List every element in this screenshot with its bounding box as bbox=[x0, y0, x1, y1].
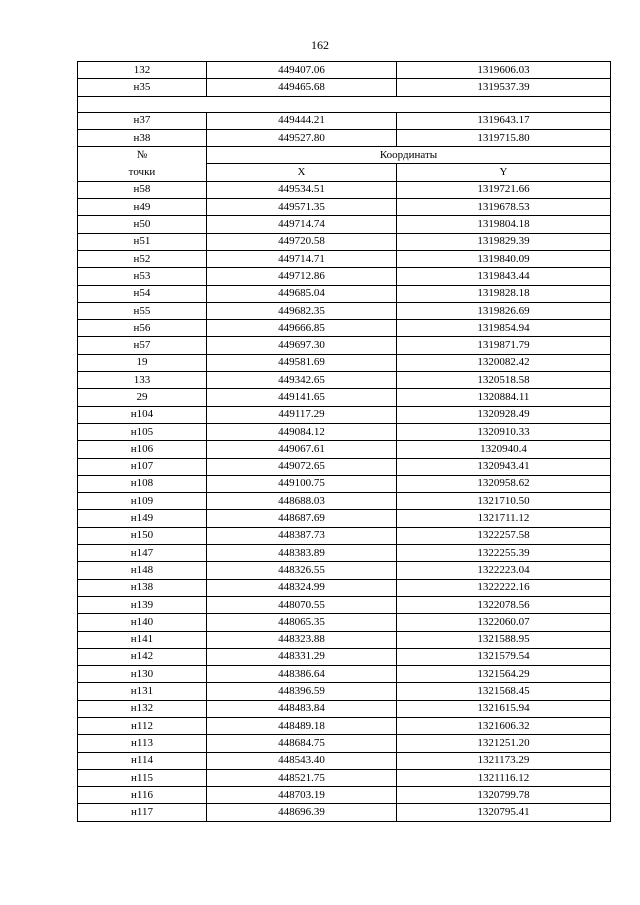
y-cell: 1319840.09 bbox=[397, 250, 611, 267]
table-row bbox=[78, 735, 611, 752]
x-cell: 449067.61 bbox=[207, 441, 397, 458]
table-row bbox=[78, 700, 611, 717]
x-cell: 448543.40 bbox=[207, 752, 397, 769]
table-row bbox=[78, 320, 611, 337]
x-cell: 449714.71 bbox=[207, 250, 397, 267]
table-row bbox=[78, 648, 611, 665]
x-cell: 449697.30 bbox=[207, 337, 397, 354]
point-cell: н116 bbox=[78, 787, 207, 804]
y-cell: 1319828.18 bbox=[397, 285, 611, 302]
point-cell: н58 bbox=[78, 181, 207, 198]
point-number-header: № bbox=[78, 147, 207, 164]
point-cell: н106 bbox=[78, 441, 207, 458]
x-cell: 448383.89 bbox=[207, 545, 397, 562]
x-cell: 448483.84 bbox=[207, 700, 397, 717]
point-cell: н150 bbox=[78, 527, 207, 544]
y-cell: 1320884.11 bbox=[397, 389, 611, 406]
y-cell: 1320958.62 bbox=[397, 475, 611, 492]
table-row bbox=[78, 250, 611, 267]
y-cell: 1321116.12 bbox=[397, 769, 611, 786]
table-row bbox=[78, 112, 611, 129]
point-cell: н130 bbox=[78, 666, 207, 683]
point-cell: н104 bbox=[78, 406, 207, 423]
table-row bbox=[78, 441, 611, 458]
x-cell: 448396.59 bbox=[207, 683, 397, 700]
y-cell: 1322257.58 bbox=[397, 527, 611, 544]
table-row bbox=[78, 199, 611, 216]
point-cell: н37 bbox=[78, 112, 207, 129]
x-cell: 448688.03 bbox=[207, 493, 397, 510]
y-header: Y bbox=[397, 164, 611, 181]
table-row bbox=[78, 458, 611, 475]
y-cell: 1319854.94 bbox=[397, 320, 611, 337]
x-cell: 449100.75 bbox=[207, 475, 397, 492]
point-cell: н52 bbox=[78, 250, 207, 267]
point-cell: н107 bbox=[78, 458, 207, 475]
table-row bbox=[78, 527, 611, 544]
table-row bbox=[78, 285, 611, 302]
x-cell: 448065.35 bbox=[207, 614, 397, 631]
y-cell: 1321564.29 bbox=[397, 666, 611, 683]
y-cell: 1319643.17 bbox=[397, 112, 611, 129]
x-cell: 448324.99 bbox=[207, 579, 397, 596]
point-cell: н117 bbox=[78, 804, 207, 821]
x-cell: 448386.64 bbox=[207, 666, 397, 683]
x-cell: 448696.39 bbox=[207, 804, 397, 821]
table-row bbox=[78, 769, 611, 786]
table-row bbox=[78, 631, 611, 648]
x-cell: 448323.88 bbox=[207, 631, 397, 648]
x-cell: 449527.80 bbox=[207, 129, 397, 146]
table-row bbox=[78, 787, 611, 804]
point-cell: н57 bbox=[78, 337, 207, 354]
x-cell: 448326.55 bbox=[207, 562, 397, 579]
y-cell: 1320795.41 bbox=[397, 804, 611, 821]
y-cell: 1319843.44 bbox=[397, 268, 611, 285]
table-row bbox=[78, 337, 611, 354]
point-cell: н51 bbox=[78, 233, 207, 250]
y-cell: 1320943.41 bbox=[397, 458, 611, 475]
coordinates-table bbox=[77, 61, 611, 822]
table-row bbox=[78, 181, 611, 198]
table-row bbox=[78, 804, 611, 821]
y-cell: 1320082.42 bbox=[397, 354, 611, 371]
point-cell: н140 bbox=[78, 614, 207, 631]
table-row bbox=[78, 216, 611, 233]
blank-cell bbox=[78, 96, 611, 112]
y-cell: 1319678.53 bbox=[397, 199, 611, 216]
point-cell: н113 bbox=[78, 735, 207, 752]
point-cell: 19 bbox=[78, 354, 207, 371]
x-cell: 449581.69 bbox=[207, 354, 397, 371]
table-row bbox=[78, 62, 611, 79]
point-cell: н131 bbox=[78, 683, 207, 700]
table-row bbox=[78, 510, 611, 527]
x-cell: 448703.19 bbox=[207, 787, 397, 804]
point-cell: н112 bbox=[78, 717, 207, 734]
y-cell: 1321710.50 bbox=[397, 493, 611, 510]
y-cell: 1320518.58 bbox=[397, 372, 611, 389]
x-cell: 449444.21 bbox=[207, 112, 397, 129]
y-cell: 1321173.29 bbox=[397, 752, 611, 769]
y-cell: 1321711.12 bbox=[397, 510, 611, 527]
y-cell: 1319829.39 bbox=[397, 233, 611, 250]
y-cell: 1321606.32 bbox=[397, 717, 611, 734]
header-row bbox=[78, 147, 611, 164]
point-cell: н138 bbox=[78, 579, 207, 596]
page-number: 162 bbox=[311, 38, 329, 52]
table-row bbox=[78, 302, 611, 319]
point-cell: н149 bbox=[78, 510, 207, 527]
table-row bbox=[78, 752, 611, 769]
y-cell: 1321588.95 bbox=[397, 631, 611, 648]
table-row bbox=[78, 423, 611, 440]
point-cell: н142 bbox=[78, 648, 207, 665]
x-cell: 449084.12 bbox=[207, 423, 397, 440]
y-cell: 1322078.56 bbox=[397, 596, 611, 613]
y-cell: 1321615.94 bbox=[397, 700, 611, 717]
x-cell: 449117.29 bbox=[207, 406, 397, 423]
point-cell: н53 bbox=[78, 268, 207, 285]
table-row bbox=[78, 717, 611, 734]
table-row bbox=[78, 493, 611, 510]
y-cell: 1320910.33 bbox=[397, 423, 611, 440]
x-cell: 449685.04 bbox=[207, 285, 397, 302]
point-cell: н109 bbox=[78, 493, 207, 510]
table-row bbox=[78, 372, 611, 389]
x-cell: 449534.51 bbox=[207, 181, 397, 198]
table-row bbox=[78, 406, 611, 423]
x-cell: 449407.06 bbox=[207, 62, 397, 79]
point-cell: н55 bbox=[78, 302, 207, 319]
table-row bbox=[78, 79, 611, 96]
point-cell: н115 bbox=[78, 769, 207, 786]
x-cell: 449666.85 bbox=[207, 320, 397, 337]
y-cell: 1319537.39 bbox=[397, 79, 611, 96]
table-row bbox=[78, 545, 611, 562]
y-cell: 1319826.69 bbox=[397, 302, 611, 319]
y-cell: 1321579.54 bbox=[397, 648, 611, 665]
point-cell: н108 bbox=[78, 475, 207, 492]
point-cell: н148 bbox=[78, 562, 207, 579]
point-cell: н105 bbox=[78, 423, 207, 440]
y-cell: 1322255.39 bbox=[397, 545, 611, 562]
x-cell: 448070.55 bbox=[207, 596, 397, 613]
table-row bbox=[78, 666, 611, 683]
point-cell: н147 bbox=[78, 545, 207, 562]
table-row bbox=[78, 268, 611, 285]
x-cell: 448331.29 bbox=[207, 648, 397, 665]
point-cell: н56 bbox=[78, 320, 207, 337]
x-cell: 449465.68 bbox=[207, 79, 397, 96]
x-cell: 449141.65 bbox=[207, 389, 397, 406]
point-cell: н114 bbox=[78, 752, 207, 769]
point-cell: н49 bbox=[78, 199, 207, 216]
table-row bbox=[78, 562, 611, 579]
x-cell: 449714.74 bbox=[207, 216, 397, 233]
y-cell: 1319804.18 bbox=[397, 216, 611, 233]
y-cell: 1319606.03 bbox=[397, 62, 611, 79]
x-cell: 449072.65 bbox=[207, 458, 397, 475]
y-cell: 1322223.04 bbox=[397, 562, 611, 579]
y-cell: 1320940.4 bbox=[397, 441, 611, 458]
point-cell: н35 bbox=[78, 79, 207, 96]
point-cell: н54 bbox=[78, 285, 207, 302]
table-row bbox=[78, 233, 611, 250]
table-row bbox=[78, 129, 611, 146]
x-cell: 448521.75 bbox=[207, 769, 397, 786]
x-cell: 449342.65 bbox=[207, 372, 397, 389]
y-cell: 1319871.79 bbox=[397, 337, 611, 354]
table-row bbox=[78, 596, 611, 613]
x-header: X bbox=[207, 164, 397, 181]
y-cell: 1321568.45 bbox=[397, 683, 611, 700]
y-cell: 1319721.66 bbox=[397, 181, 611, 198]
table-row bbox=[78, 389, 611, 406]
y-cell: 1322060.07 bbox=[397, 614, 611, 631]
point-cell: 133 bbox=[78, 372, 207, 389]
y-cell: 1319715.80 bbox=[397, 129, 611, 146]
point-cell: н132 bbox=[78, 700, 207, 717]
table-row bbox=[78, 354, 611, 371]
y-cell: 1322222.16 bbox=[397, 579, 611, 596]
point-cell: 132 bbox=[78, 62, 207, 79]
x-cell: 449682.35 bbox=[207, 302, 397, 319]
table-row bbox=[78, 475, 611, 492]
y-cell: 1320928.49 bbox=[397, 406, 611, 423]
x-cell: 449571.35 bbox=[207, 199, 397, 216]
table-row bbox=[78, 614, 611, 631]
coordinates-header: Координаты bbox=[207, 147, 611, 164]
point-cell: н139 bbox=[78, 596, 207, 613]
header-row bbox=[78, 164, 611, 181]
blank-row bbox=[78, 96, 611, 112]
y-cell: 1320799.78 bbox=[397, 787, 611, 804]
x-cell: 448387.73 bbox=[207, 527, 397, 544]
point-cell: н38 bbox=[78, 129, 207, 146]
point-cell: 29 bbox=[78, 389, 207, 406]
x-cell: 448687.69 bbox=[207, 510, 397, 527]
point-cell: н50 bbox=[78, 216, 207, 233]
x-cell: 448684.75 bbox=[207, 735, 397, 752]
x-cell: 449720.58 bbox=[207, 233, 397, 250]
table-row bbox=[78, 683, 611, 700]
point-cell: н141 bbox=[78, 631, 207, 648]
y-cell: 1321251.20 bbox=[397, 735, 611, 752]
x-cell: 449712.86 bbox=[207, 268, 397, 285]
x-cell: 448489.18 bbox=[207, 717, 397, 734]
point-label-header: точки bbox=[78, 164, 207, 181]
table-row bbox=[78, 579, 611, 596]
